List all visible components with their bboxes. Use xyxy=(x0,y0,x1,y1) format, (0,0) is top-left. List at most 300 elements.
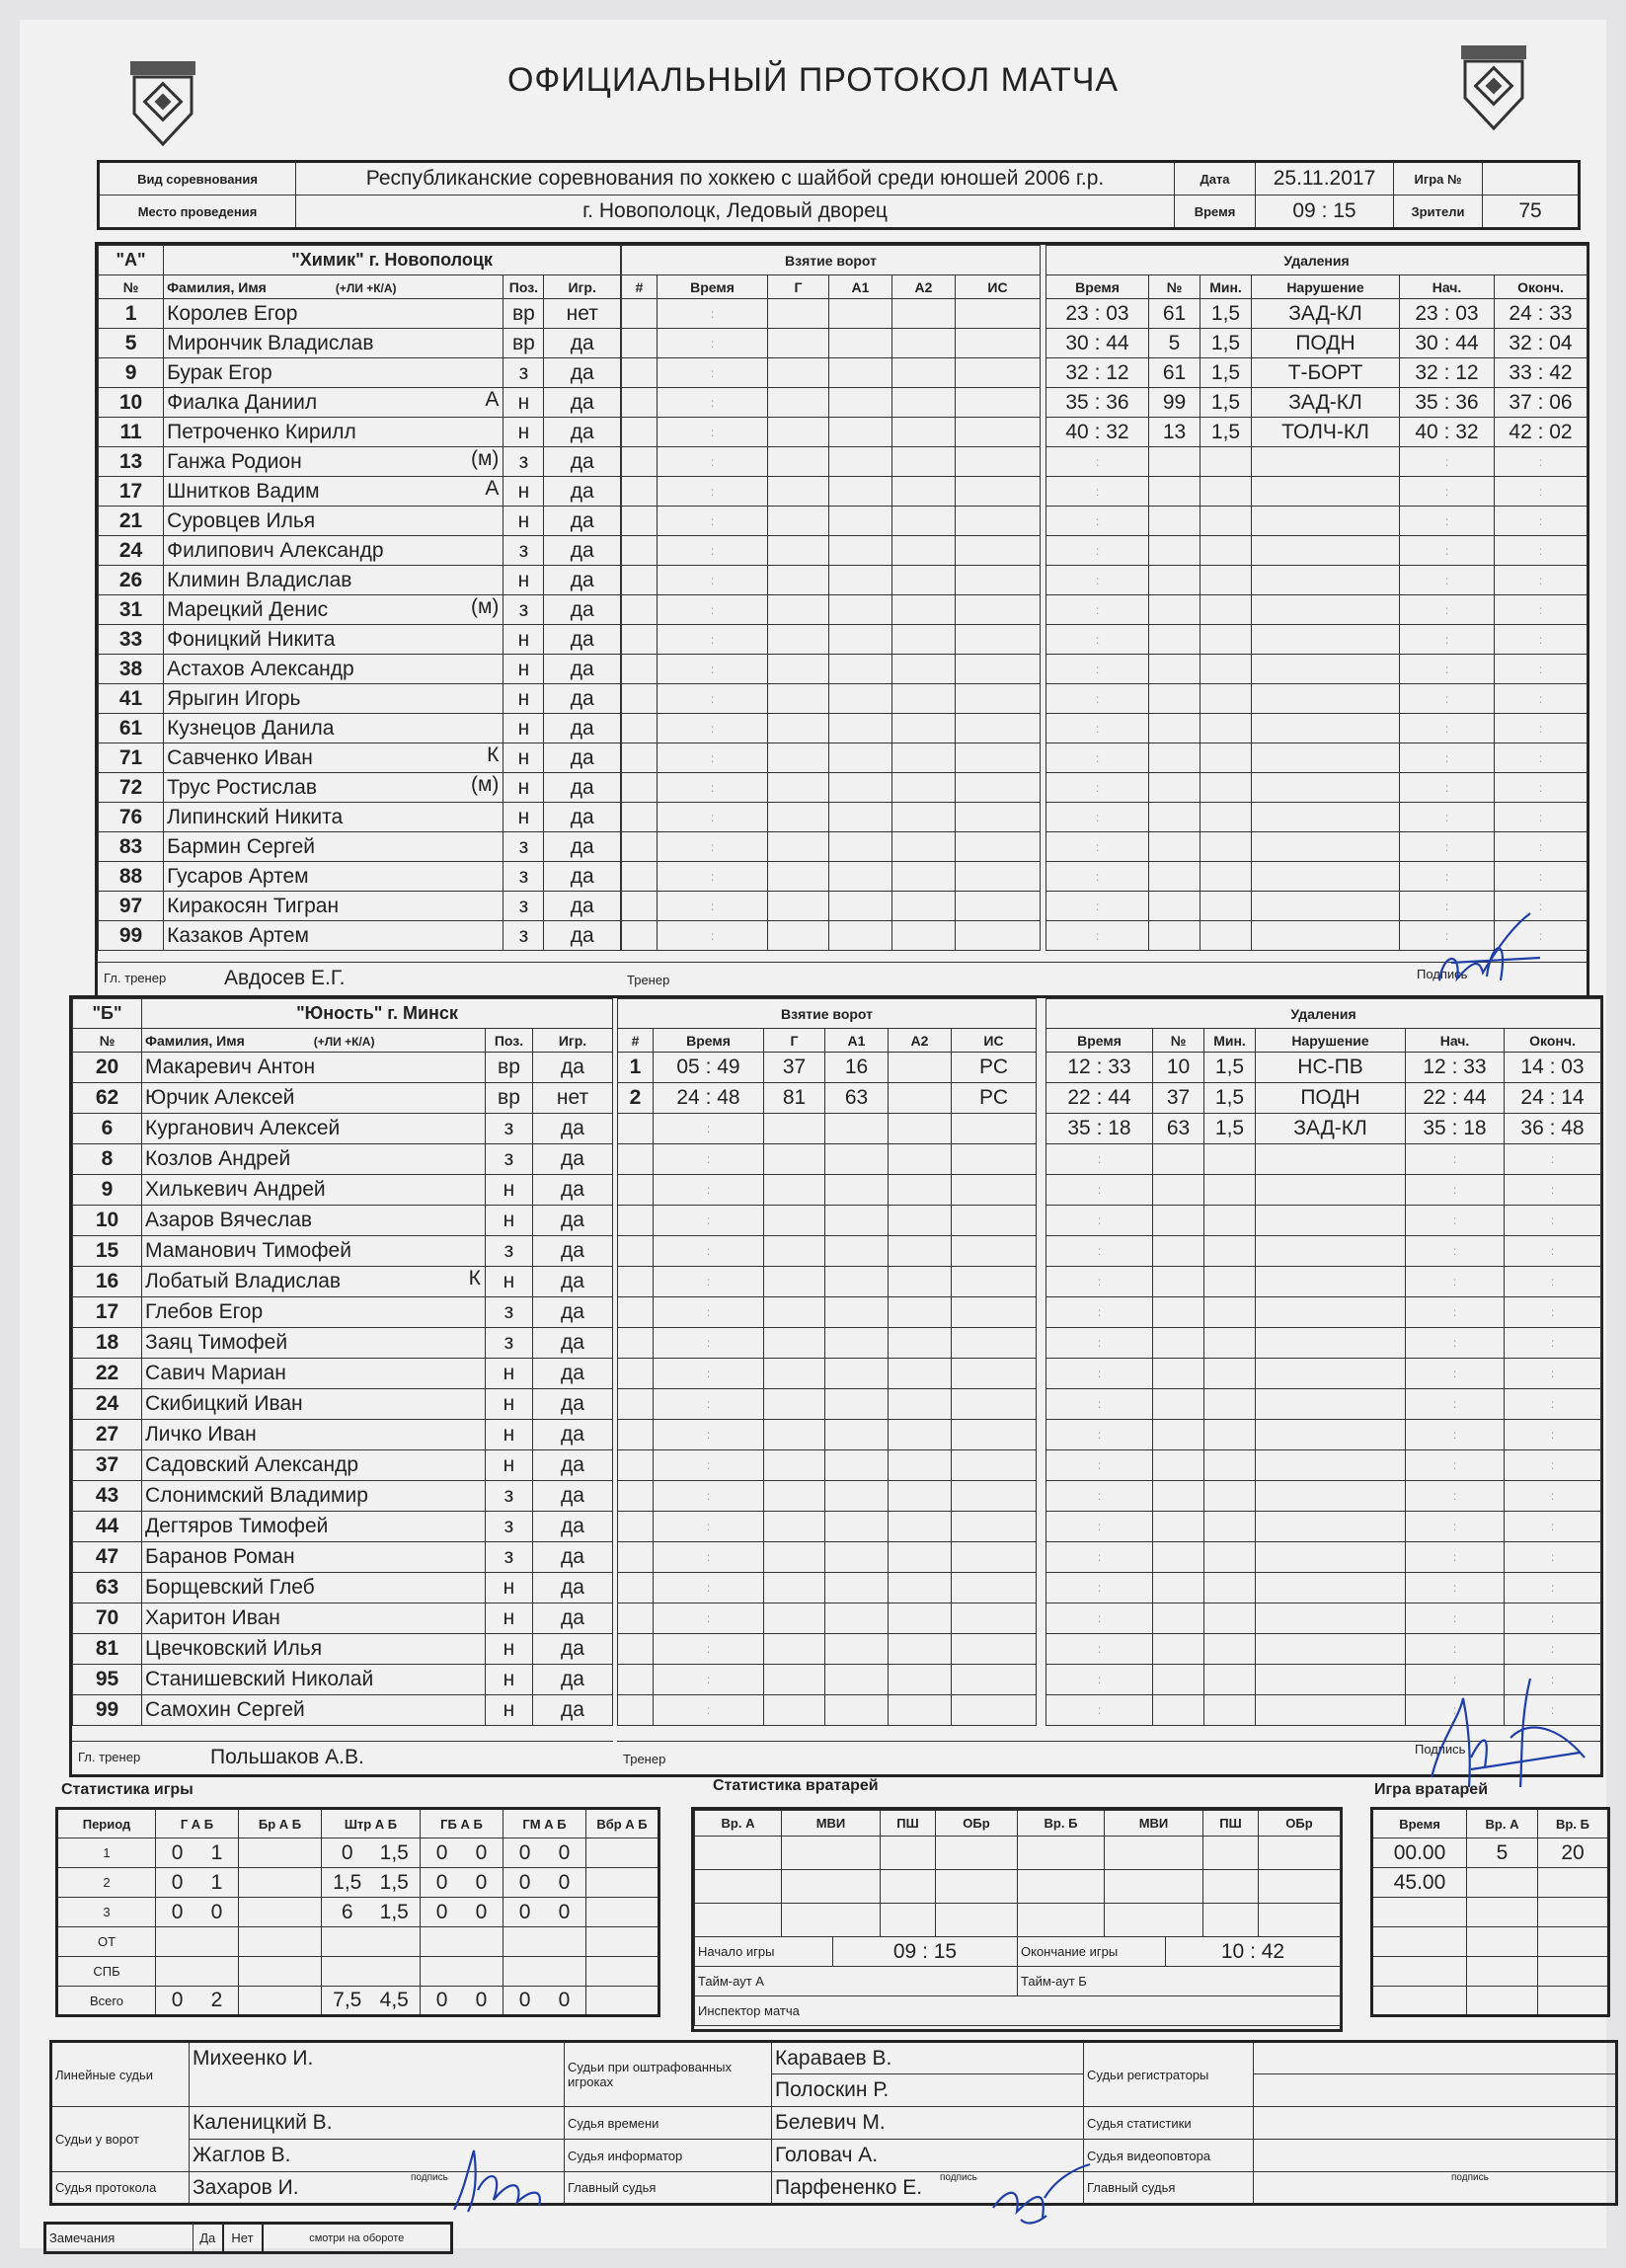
goal-n xyxy=(622,566,658,595)
player-row xyxy=(73,1665,613,1695)
goal-row xyxy=(618,1297,1037,1328)
stat-pair xyxy=(239,1927,322,1957)
gk-stats-cell xyxy=(936,1870,1018,1904)
player-name-text: Слонимский Владимир xyxy=(145,1484,368,1507)
game-end-value: 10 : 42 xyxy=(1166,1937,1341,1967)
goal-a2 xyxy=(892,447,956,477)
col-pos-header: Поз. xyxy=(503,275,544,299)
penalty-row xyxy=(1046,1083,1601,1114)
penalty-time: : xyxy=(1046,1450,1153,1481)
goal-is xyxy=(956,655,1041,684)
penalty-time: : xyxy=(1046,1206,1153,1236)
goal-n xyxy=(618,1573,654,1603)
penalty-start: : xyxy=(1406,1236,1505,1267)
penalties-header-row xyxy=(1046,1029,1601,1053)
goal-a2 xyxy=(892,803,956,832)
goal-row xyxy=(622,832,1041,862)
player-number: 97 xyxy=(99,892,164,921)
game-stats-header: Вбр А Б xyxy=(586,1809,659,1838)
goal-col-g_time: Время xyxy=(658,275,768,299)
goal-row xyxy=(622,299,1041,329)
penalty-time: 35 : 18 xyxy=(1046,1114,1153,1144)
col-name-label: Фамилия, Имя xyxy=(167,278,267,295)
penalty-end: : xyxy=(1495,507,1587,536)
player-number: 17 xyxy=(99,477,164,507)
penalty-infr xyxy=(1256,1512,1406,1542)
goal-is xyxy=(952,1450,1037,1481)
goal-row xyxy=(618,1481,1037,1512)
player-played: да xyxy=(544,388,621,418)
penalties-header-row xyxy=(1046,275,1587,299)
player-name xyxy=(142,1450,486,1481)
goal-row xyxy=(622,655,1041,684)
stat-pair xyxy=(421,1838,503,1868)
player-number: 6 xyxy=(73,1114,142,1144)
gk-stats-cell xyxy=(695,1837,782,1870)
penalty-time: : xyxy=(1046,714,1149,743)
goal-g xyxy=(768,832,829,862)
goal-row xyxy=(618,1542,1037,1573)
stat-pair xyxy=(322,1898,421,1927)
goal-time: : xyxy=(654,1389,764,1420)
gk-stats-cell xyxy=(1018,1837,1105,1870)
goal-a2 xyxy=(889,1083,952,1114)
player-row xyxy=(73,1634,613,1665)
goal-a1 xyxy=(829,832,892,862)
goal-g xyxy=(768,743,829,773)
penalty-start: : xyxy=(1400,773,1495,803)
roster-title-row xyxy=(99,246,621,275)
player-position: з xyxy=(503,832,544,862)
goal-g xyxy=(768,803,829,832)
player-played: да xyxy=(544,921,621,951)
penalty-infr: ЗАД-КЛ xyxy=(1256,1114,1406,1144)
penalty-min xyxy=(1200,832,1252,862)
player-position: з xyxy=(485,1542,532,1573)
goal-row xyxy=(622,388,1041,418)
penalty-start: : xyxy=(1400,714,1495,743)
penalty-start: : xyxy=(1400,921,1495,951)
registrars-label: Судьи регистраторы xyxy=(1084,2042,1254,2107)
remarks-see-back: смотри на обороте xyxy=(263,2224,452,2253)
penalty-start: : xyxy=(1400,832,1495,862)
goal-is: РС xyxy=(952,1053,1037,1083)
goal-is xyxy=(952,1297,1037,1328)
goal-a2 xyxy=(892,862,956,892)
stat-pair xyxy=(586,1898,659,1927)
player-number: 1 xyxy=(99,299,164,329)
player-name xyxy=(164,803,503,832)
goal-time: : xyxy=(658,388,768,418)
penalty-infr xyxy=(1252,714,1400,743)
stat-a: 1,5 xyxy=(333,1870,362,1894)
player-name-text: Киракосян Тигран xyxy=(167,894,340,917)
player-number: 63 xyxy=(73,1573,142,1603)
goal-a1 xyxy=(825,1236,889,1267)
penalty-end: : xyxy=(1505,1359,1601,1389)
player-role-mark: (м) xyxy=(470,447,500,470)
penalty-num xyxy=(1153,1542,1204,1573)
player-row xyxy=(99,358,621,388)
penalty-infr xyxy=(1256,1481,1406,1512)
goal-a2 xyxy=(889,1359,952,1389)
stat-pair xyxy=(156,1987,239,2016)
penalty-infr xyxy=(1256,1542,1406,1573)
goal-a1 xyxy=(829,684,892,714)
stat-pair xyxy=(322,1868,421,1898)
penalty-time: : xyxy=(1046,684,1149,714)
player-row xyxy=(99,921,621,951)
penalty-num: 5 xyxy=(1149,329,1200,358)
player-name xyxy=(142,1267,486,1297)
penalty-time: : xyxy=(1046,1144,1153,1175)
goal-time: : xyxy=(658,862,768,892)
goal-row xyxy=(618,1695,1037,1726)
goal-col-g_g: Г xyxy=(768,275,829,299)
penalty-start: : xyxy=(1406,1665,1505,1695)
stat-pair xyxy=(239,1838,322,1868)
goal-a1: 63 xyxy=(825,1083,889,1114)
goal-row xyxy=(618,1236,1037,1267)
penalty-min xyxy=(1200,684,1252,714)
player-played: да xyxy=(544,714,621,743)
goal-row xyxy=(618,1389,1037,1420)
goal-time: : xyxy=(654,1114,764,1144)
penalty-end: : xyxy=(1505,1236,1601,1267)
goal-g xyxy=(764,1359,825,1389)
penalty-min xyxy=(1204,1389,1256,1420)
penalty-end: : xyxy=(1495,595,1587,625)
penalty-num xyxy=(1153,1206,1204,1236)
game-stats-header: ГБ А Б xyxy=(421,1809,503,1838)
goal-is xyxy=(952,1236,1037,1267)
penalty-row xyxy=(1046,1114,1601,1144)
pen-col-p_start: Нач. xyxy=(1400,275,1495,299)
penalty-end: : xyxy=(1495,625,1587,655)
goal-g xyxy=(764,1114,825,1144)
goal-time: : xyxy=(654,1206,764,1236)
penalty-min xyxy=(1200,477,1252,507)
gk-stats-block xyxy=(691,1807,1343,2032)
penalty-infr xyxy=(1252,773,1400,803)
player-row xyxy=(99,388,621,418)
player-number: 15 xyxy=(73,1236,142,1267)
goal-is xyxy=(952,1603,1037,1634)
player-name xyxy=(142,1634,486,1665)
goal-a2 xyxy=(889,1297,952,1328)
goal-a1 xyxy=(825,1267,889,1297)
penalty-time: : xyxy=(1046,1297,1153,1328)
goal-is xyxy=(952,1328,1037,1359)
goal-a2 xyxy=(889,1206,952,1236)
remarks-no: Нет xyxy=(223,2224,263,2253)
penalty-row xyxy=(1046,1144,1601,1175)
stat-b: 0 xyxy=(558,1900,571,1923)
period-label: СПБ xyxy=(57,1957,156,1987)
penalty-row xyxy=(1046,684,1587,714)
stat-pair xyxy=(503,1987,586,2016)
goal-g xyxy=(768,447,829,477)
goal-time: : xyxy=(658,892,768,921)
goal-n xyxy=(618,1236,654,1267)
game-stats-row xyxy=(57,1957,659,1987)
penalty-time: : xyxy=(1046,892,1149,921)
gk-stats-cell xyxy=(936,1904,1018,1937)
goal-is xyxy=(956,329,1041,358)
player-row xyxy=(99,536,621,566)
player-role-mark: А xyxy=(485,388,500,411)
gk-play-b xyxy=(1538,1898,1609,1927)
goal-a2 xyxy=(892,507,956,536)
penalty-infr: ЗАД-КЛ xyxy=(1252,388,1400,418)
stat-pair xyxy=(421,1868,503,1898)
penalty-end: 42 : 02 xyxy=(1495,418,1587,447)
goal-g xyxy=(768,714,829,743)
player-name-text: Дегтяров Тимофей xyxy=(145,1515,329,1537)
pen-col-p_end: Оконч. xyxy=(1495,275,1587,299)
penalty-num xyxy=(1153,1175,1204,1206)
goal-time: : xyxy=(654,1359,764,1389)
penalty-num xyxy=(1153,1481,1204,1512)
gk-stats-table xyxy=(694,1810,1341,1937)
penalty-end: : xyxy=(1495,714,1587,743)
player-row xyxy=(99,507,621,536)
player-position: з xyxy=(485,1297,532,1328)
goals-title: Взятие ворот xyxy=(618,999,1037,1029)
gk-play-row xyxy=(1372,1927,1609,1957)
gk-stats-row xyxy=(695,1837,1341,1870)
goal-row xyxy=(622,921,1041,951)
gk-play-time xyxy=(1372,1927,1467,1957)
goal-n xyxy=(618,1297,654,1328)
stat-b: 1,5 xyxy=(379,1870,409,1894)
penalty-row xyxy=(1046,566,1587,595)
penalty-num: 61 xyxy=(1149,299,1200,329)
goal-col-g_g: Г xyxy=(764,1029,825,1053)
player-position: н xyxy=(485,1267,532,1297)
penalty-row xyxy=(1046,803,1587,832)
goal-is xyxy=(956,773,1041,803)
stat-pair xyxy=(239,1868,322,1898)
chief-2-sign-label: подпись xyxy=(1451,2172,1489,2183)
goal-n xyxy=(622,773,658,803)
gk-stats-cell xyxy=(1203,1904,1259,1937)
goal-a2 xyxy=(892,329,956,358)
goal-n xyxy=(622,714,658,743)
goal-n xyxy=(618,1481,654,1512)
player-position: з xyxy=(503,536,544,566)
penalty-row xyxy=(1046,1053,1601,1083)
penalty-num xyxy=(1149,536,1200,566)
goal-g xyxy=(764,1389,825,1420)
team-a-roster xyxy=(98,245,621,951)
player-name xyxy=(142,1175,486,1206)
player-position: н xyxy=(503,418,544,447)
penalty-infr xyxy=(1252,862,1400,892)
penalty-infr xyxy=(1252,921,1400,951)
penalty-infr xyxy=(1256,1267,1406,1297)
gk-stats-cell xyxy=(1105,1837,1203,1870)
goal-is xyxy=(952,1665,1037,1695)
penalty-min xyxy=(1200,447,1252,477)
goal-g xyxy=(764,1420,825,1450)
penalty-end: : xyxy=(1505,1634,1601,1665)
goal-g xyxy=(764,1297,825,1328)
penalty-min xyxy=(1204,1175,1256,1206)
team-a-signature-label: Подпись xyxy=(1417,967,1468,981)
player-row xyxy=(99,803,621,832)
goal-time: : xyxy=(658,329,768,358)
match-info-table xyxy=(97,160,1581,230)
player-row xyxy=(99,832,621,862)
goal-n xyxy=(622,832,658,862)
player-name xyxy=(164,862,503,892)
goal-a2 xyxy=(892,418,956,447)
penalty-judges-label: Судьи при оштрафованных игроках xyxy=(565,2042,772,2107)
goal-a1 xyxy=(829,418,892,447)
goal-g xyxy=(764,1603,825,1634)
gk-play-row xyxy=(1372,1868,1609,1898)
goal-a1 xyxy=(829,358,892,388)
goal-time: : xyxy=(654,1665,764,1695)
goal-a1 xyxy=(825,1328,889,1359)
goal-is xyxy=(952,1512,1037,1542)
player-played: да xyxy=(533,1634,613,1665)
penalty-end: 14 : 03 xyxy=(1505,1053,1601,1083)
penalty-infr xyxy=(1252,803,1400,832)
goal-a2 xyxy=(889,1573,952,1603)
goal-a1 xyxy=(825,1542,889,1573)
penalty-start: 35 : 18 xyxy=(1406,1114,1505,1144)
penalty-infr xyxy=(1256,1175,1406,1206)
document-title: ОФИЦИАЛЬНЫЙ ПРОТОКОЛ МАТЧА xyxy=(506,61,1120,99)
penalty-row xyxy=(1046,507,1587,536)
goal-a2 xyxy=(892,388,956,418)
penalty-start: : xyxy=(1406,1573,1505,1603)
player-name xyxy=(142,1206,486,1236)
col-li-ka-label: (+ЛИ +К/А) xyxy=(335,280,397,295)
goal-time: : xyxy=(658,803,768,832)
chief-judge-2-value xyxy=(1254,2172,1617,2205)
timeout-a-label: Тайм-аут А xyxy=(695,1967,1018,1996)
player-name-text: Азаров Вячеслав xyxy=(145,1209,313,1231)
player-row xyxy=(99,892,621,921)
game-stats-row xyxy=(57,1868,659,1898)
goal-a1: 16 xyxy=(825,1053,889,1083)
player-number: 44 xyxy=(73,1512,142,1542)
gk-play-a xyxy=(1467,1927,1538,1957)
player-row xyxy=(73,1389,613,1420)
goal-n xyxy=(622,803,658,832)
player-played: да xyxy=(533,1236,613,1267)
penalties-title: Удаления xyxy=(1046,999,1601,1029)
player-number: 27 xyxy=(73,1420,142,1450)
penalty-infr xyxy=(1256,1603,1406,1634)
goal-time: : xyxy=(654,1420,764,1450)
player-row xyxy=(73,1328,613,1359)
penalty-num xyxy=(1153,1420,1204,1450)
player-name xyxy=(142,1695,486,1726)
goal-a2 xyxy=(889,1175,952,1206)
player-row xyxy=(99,329,621,358)
stat-pair xyxy=(156,1927,239,1957)
goal-a1 xyxy=(825,1450,889,1481)
penalty-row xyxy=(1046,1267,1601,1297)
goal-g xyxy=(768,595,829,625)
team-b-signature-label: Подпись xyxy=(1415,1742,1466,1757)
player-name-text: Цвечковский Илья xyxy=(145,1637,323,1660)
player-position: н xyxy=(503,773,544,803)
pen-col-p_end: Оконч. xyxy=(1505,1029,1601,1053)
player-played: нет xyxy=(544,299,621,329)
player-name xyxy=(164,329,503,358)
goal-g xyxy=(768,388,829,418)
penalty-end: : xyxy=(1505,1144,1601,1175)
time-label: Время xyxy=(1175,196,1256,229)
penalty-time: : xyxy=(1046,773,1149,803)
goal-is xyxy=(952,1114,1037,1144)
player-played: да xyxy=(533,1573,613,1603)
player-played: да xyxy=(533,1328,613,1359)
penalty-start: : xyxy=(1406,1420,1505,1450)
goal-row xyxy=(618,1144,1037,1175)
penalty-infr xyxy=(1252,507,1400,536)
goal-a2 xyxy=(889,1665,952,1695)
penalty-num xyxy=(1149,892,1200,921)
penalty-num xyxy=(1153,1573,1204,1603)
goal-row xyxy=(622,743,1041,773)
stat-pair xyxy=(503,1898,586,1927)
penalty-min xyxy=(1200,714,1252,743)
goal-g xyxy=(764,1634,825,1665)
goal-a2 xyxy=(889,1236,952,1267)
penalty-time: : xyxy=(1046,1328,1153,1359)
player-position: з xyxy=(503,595,544,625)
gk-play-a xyxy=(1467,1898,1538,1927)
player-number: 33 xyxy=(99,625,164,655)
player-position: вр xyxy=(503,299,544,329)
penalty-start: 23 : 03 xyxy=(1400,299,1495,329)
goal-col-g_is: ИС xyxy=(956,275,1041,299)
player-number: 61 xyxy=(99,714,164,743)
team-a-coach-label: Тренер xyxy=(627,973,670,987)
player-played: да xyxy=(533,1114,613,1144)
gk-stats-header: МВИ xyxy=(1105,1811,1203,1837)
penalty-end: : xyxy=(1505,1206,1601,1236)
penalty-end: 33 : 42 xyxy=(1495,358,1587,388)
goal-n xyxy=(622,418,658,447)
stat-b: 0 xyxy=(475,1989,488,2011)
penalty-row xyxy=(1046,1481,1601,1512)
penalty-min: 1,5 xyxy=(1204,1114,1256,1144)
stat-a: 0 xyxy=(171,1870,184,1894)
penalty-time: : xyxy=(1046,536,1149,566)
penalty-num xyxy=(1153,1267,1204,1297)
date-label: Дата xyxy=(1175,162,1256,196)
goal-row xyxy=(622,566,1041,595)
penalty-infr xyxy=(1256,1450,1406,1481)
penalty-row xyxy=(1046,447,1587,477)
goal-a2 xyxy=(892,892,956,921)
goal-n xyxy=(622,536,658,566)
stat-a: 0 xyxy=(341,1840,353,1864)
chief-judge-signature xyxy=(987,2158,1096,2228)
goal-row xyxy=(622,625,1041,655)
player-name xyxy=(164,447,503,477)
player-number: 99 xyxy=(73,1695,142,1726)
player-position: з xyxy=(503,447,544,477)
player-name-text: Гусаров Артем xyxy=(167,864,309,888)
